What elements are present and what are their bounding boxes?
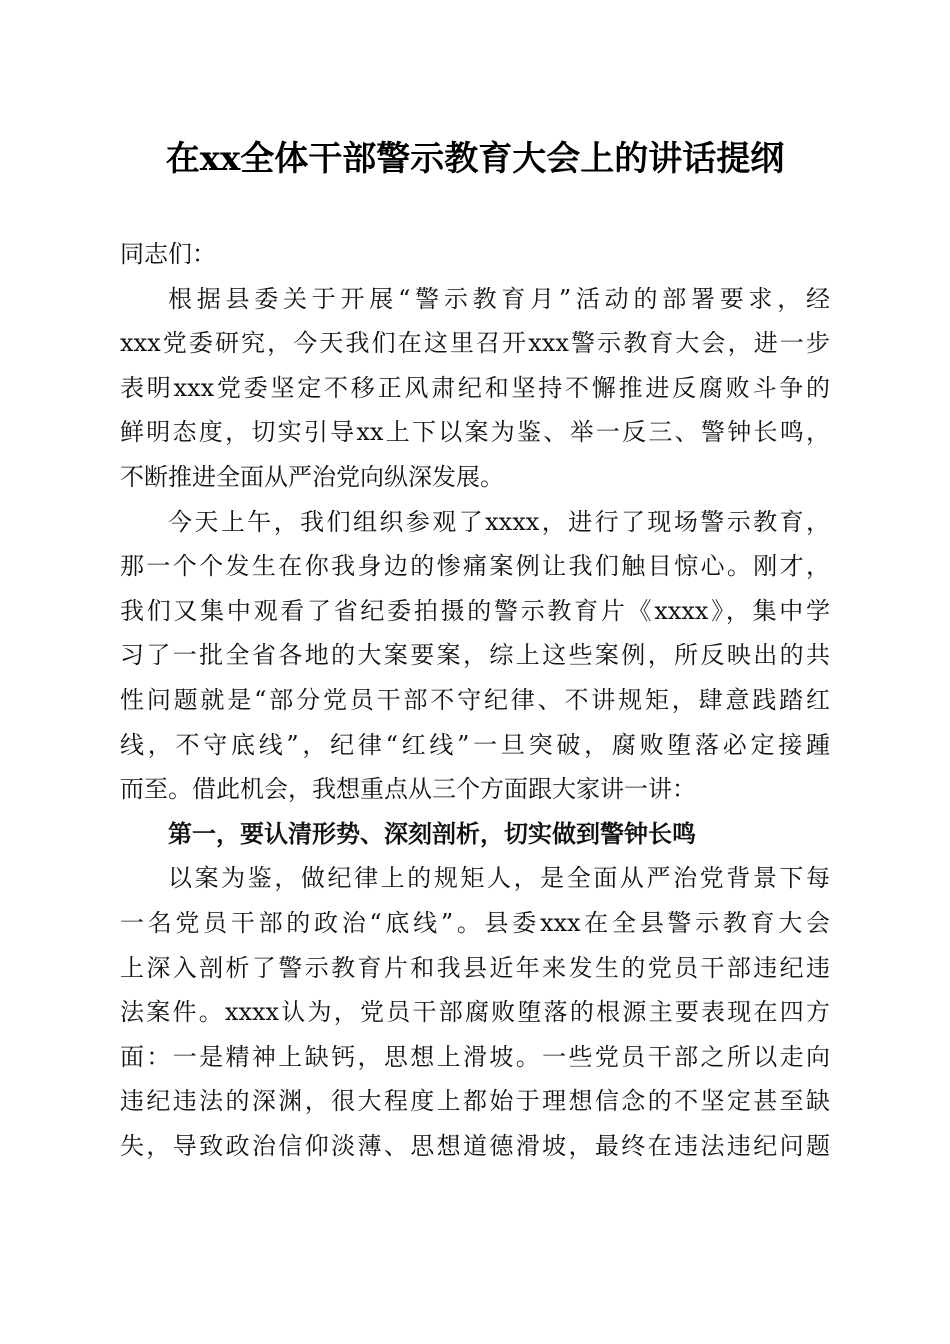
- paragraph-2-line-7: 而至。借此机会，我想重点从三个方面跟大家讲一讲：: [120, 775, 696, 804]
- paragraph-2-line-1: 今天上午，我们组织参观了xxxx，进行了现场警示教育，: [168, 507, 830, 536]
- paragraph-3-line-4: 法案件。xxxx认为，党员干部腐败堕落的根源主要表现在四方: [120, 998, 830, 1027]
- paragraph-1-line-2: xxx党委研究，今天我们在这里召开xxx警示教育大会，进一步: [120, 329, 830, 358]
- document-body: [120, 232, 830, 1168]
- paragraph-3-line-7: 失，导致政治信仰淡薄、思想道德滑坡，最终在违法违纪问题: [120, 1131, 830, 1160]
- paragraph-2-line-4: 习了一批全省各地的大案要案，综上这些案例，所反映出的共: [120, 641, 830, 670]
- paragraph-1-line-5: 不断推进全面从严治党向纵深发展。: [120, 462, 504, 491]
- paragraph-3-line-6: 违纪违法的深渊，很大程度上都始于理想信念的不坚定甚至缺: [120, 1087, 830, 1116]
- paragraph-1-line-1: 根据县委关于开展“警示教育月”活动的部署要求，经: [168, 284, 830, 313]
- paragraph-3-line-3: 上深入剖析了警示教育片和我县近年来发生的党员干部违纪违: [120, 953, 830, 982]
- paragraph-1-line-4: 鲜明态度，切实引导xx上下以案为鉴、举一反三、警钟长鸣，: [120, 418, 830, 447]
- paragraph-2-line-6: 线，不守底线”，纪律“红线”一旦突破，腐败堕落必定接踵: [120, 730, 830, 759]
- section-heading-1: 第一，要认清形势、深刻剖析，切实做到警钟长鸣: [168, 818, 696, 848]
- paragraph-2-line-2: 那一个个发生在你我身边的惨痛案例让我们触目惊心。刚才，: [120, 552, 830, 581]
- paragraph-3-line-1: 以案为鉴，做纪律上的规矩人，是全面从严治党背景下每: [168, 864, 830, 893]
- paragraph-2-line-5: 性问题就是“部分党员干部不守纪律、不讲规矩，肆意践踏红: [120, 685, 830, 714]
- document-title: 在xx全体干部警示教育大会上的讲话提纲: [165, 139, 785, 179]
- salutation: 同志们：: [120, 240, 216, 268]
- paragraph-2-line-3: 我们又集中观看了省纪委拍摄的警示教育片《xxxx》，集中学: [120, 596, 830, 625]
- paragraph-1-line-3: 表明xxx党委坚定不移正风肃纪和坚持不懈推进反腐败斗争的: [120, 373, 830, 402]
- paragraph-3-line-2: 一名党员干部的政治“底线”。县委xxx在全县警示教育大会: [120, 908, 830, 937]
- paragraph-3-line-5: 面：一是精神上缺钙，思想上滑坡。一些党员干部之所以走向: [120, 1042, 830, 1071]
